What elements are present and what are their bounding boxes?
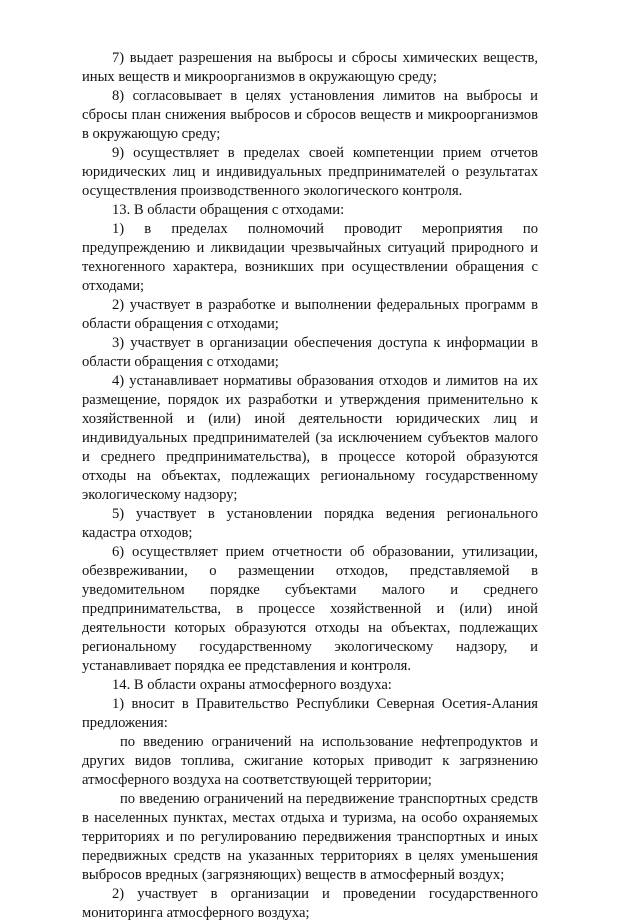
paragraph-item-7: 7) выдает разрешения на выбросы и сбросы химических веществ, иных веществ и микроорганизмов в окружающую среду; (82, 50, 538, 85)
paragraph-13-item-6: 6) осуществляет прием отчетности об образовании, утилизации, обезвреживании, о размещении отходов, представляемой в уведомительном порядке субъектами малого и среднего предпринимательства, в процессе хозяйственной и (или) иной деятельности которых образуются отходы на объектах, подлежащих региональному государственному экологическому надзору, и устанавливает порядка ее представления и контроля. (82, 544, 538, 674)
paragraph-item-9: 9) осуществляет в пределах своей компетенции прием отчетов юридических лиц и индивидуальных предпринимателей о результатах осуществления производственного экологического контроля. (82, 145, 538, 199)
paragraph-item-8: 8) согласовывает в целях установления лимитов на выбросы и сбросы план снижения выбросов и сбросов веществ и микроорганизмов в окружающую среду; (82, 88, 538, 142)
paragraph-14-item-1: 1) вносит в Правительство Республики Северная Осетия-Алания предложения: (82, 696, 538, 731)
paragraph-13-item-2: 2) участвует в разработке и выполнении федеральных программ в области обращения с отходами; (82, 297, 538, 332)
paragraph-13-item-1: 1) в пределах полномочий проводит мероприятия по предупреждению и ликвидации чрезвычайных ситуаций природного и техногенного характера, возникших при осуществлении обращения с отходами; (82, 221, 538, 294)
paragraph-14-item-2: 2) участвует в организации и проведении государственного мониторинга атмосферного воздуха; (82, 886, 538, 921)
paragraph-13-item-3: 3) участвует в организации обеспечения доступа к информации в области обращения с отходами; (82, 335, 538, 370)
paragraph-13-item-5: 5) участвует в установлении порядка ведения регионального кадастра отходов; (82, 506, 538, 541)
paragraph-13-item-4: 4) устанавливает нормативы образования отходов и лимитов на их размещение, порядок их разработки и утверждения применительно к хозяйственной и (или) иной деятельности юридических лиц и индивидуальных предпринимателей (за исключением субъектов малого и среднего предпринимательства), в процессе которой образуются отходы на объектах, подлежащих региональному государственному экологическому надзору; (82, 373, 538, 503)
paragraph-14-item-1-sub-transport: по введению ограничений на передвижение транспортных средств в населенных пунктах, местах отдыха и туризма, на особо охраняемых территориях и по регулированию передвижения транспортных и иных передвижных средств на указанных территориях в целях уменьшения выбросов вредных (загрязняющих) веществ в атмосферный воздух; (82, 791, 538, 883)
section-heading-13: 13. В области обращения с отходами: (112, 202, 345, 218)
section-heading-14: 14. В области охраны атмосферного воздуха: (112, 677, 392, 693)
paragraph-14-item-1-sub-fuel: по введению ограничений на использование нефтепродуктов и других видов топлива, сжигание которых приводит к загрязнению атмосферного воздуха на соответствующей территории; (82, 734, 538, 788)
